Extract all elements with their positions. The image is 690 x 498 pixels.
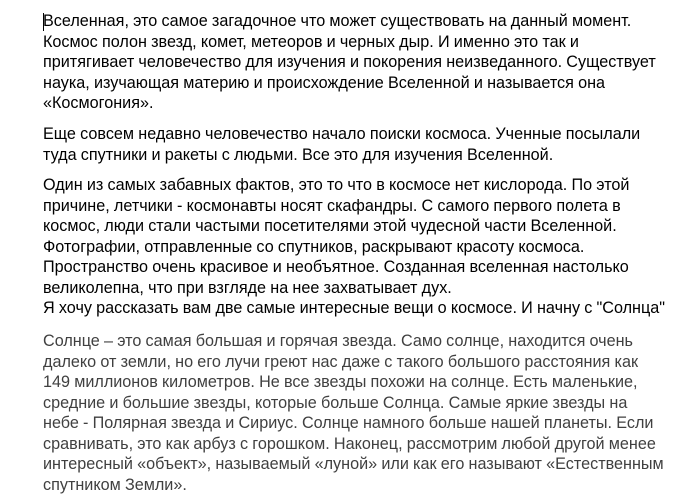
paragraph-sun-intro: Я хочу рассказать вам две самые интересные вещи о космосе. И начну с "Солнца" [43, 299, 666, 317]
paragraph-universe-intro: Вселенная, это самое загадочное что может существовать на данный момент. Космос полон звезд, комет, метеоров и черных дыр. И именно это так и притягивает человечество для изучения и покорения неизведанного. Существует наука, изучающая материю и происхождение Вселенной и называется она «Космогония». [43, 12, 656, 112]
paragraph-space-exploration: Еще совсем недавно человечество начало поиски космоса. Ученные посылали туда спутники и ракеты с людьми. Все это для изучения Вселенной. [43, 125, 641, 164]
paragraph-space-facts: Один из самых забавных фактов, это то что в космосе нет кислорода. По этой причине, летчики - космонавты носят скафандры. С самого первого полета в космос, люди стали частыми посетителями этой чудесной части Вселенной. Фотографии, отправленные со спутников, раскрывают красоту космоса. Пространство очень красивое и необъятное. Созданная вселенная настолько великолепна, что при взгляде на нее захватывает дух. [43, 176, 630, 297]
paragraph-sun-description: Солнце – это самая большая и горячая звезда. Само солнце, находится очень далеко от земли, но его лучи греют нас даже с такого большого расстояния как 149 миллионов километров. Не все звезды похожи на солнце. Есть маленькие, средние и большие звезды, которые больше Солнца. Самые яркие звезды на небе - Полярная звезда и Сириус. Солнце намного больше нашей планеты. Если сравнивать, это как арбуз с горошком. Наконец, рассмотрим любой другой менее интересный «объект», называемый «луной» или как его называют «Естественным спутником Земли». [43, 332, 664, 494]
